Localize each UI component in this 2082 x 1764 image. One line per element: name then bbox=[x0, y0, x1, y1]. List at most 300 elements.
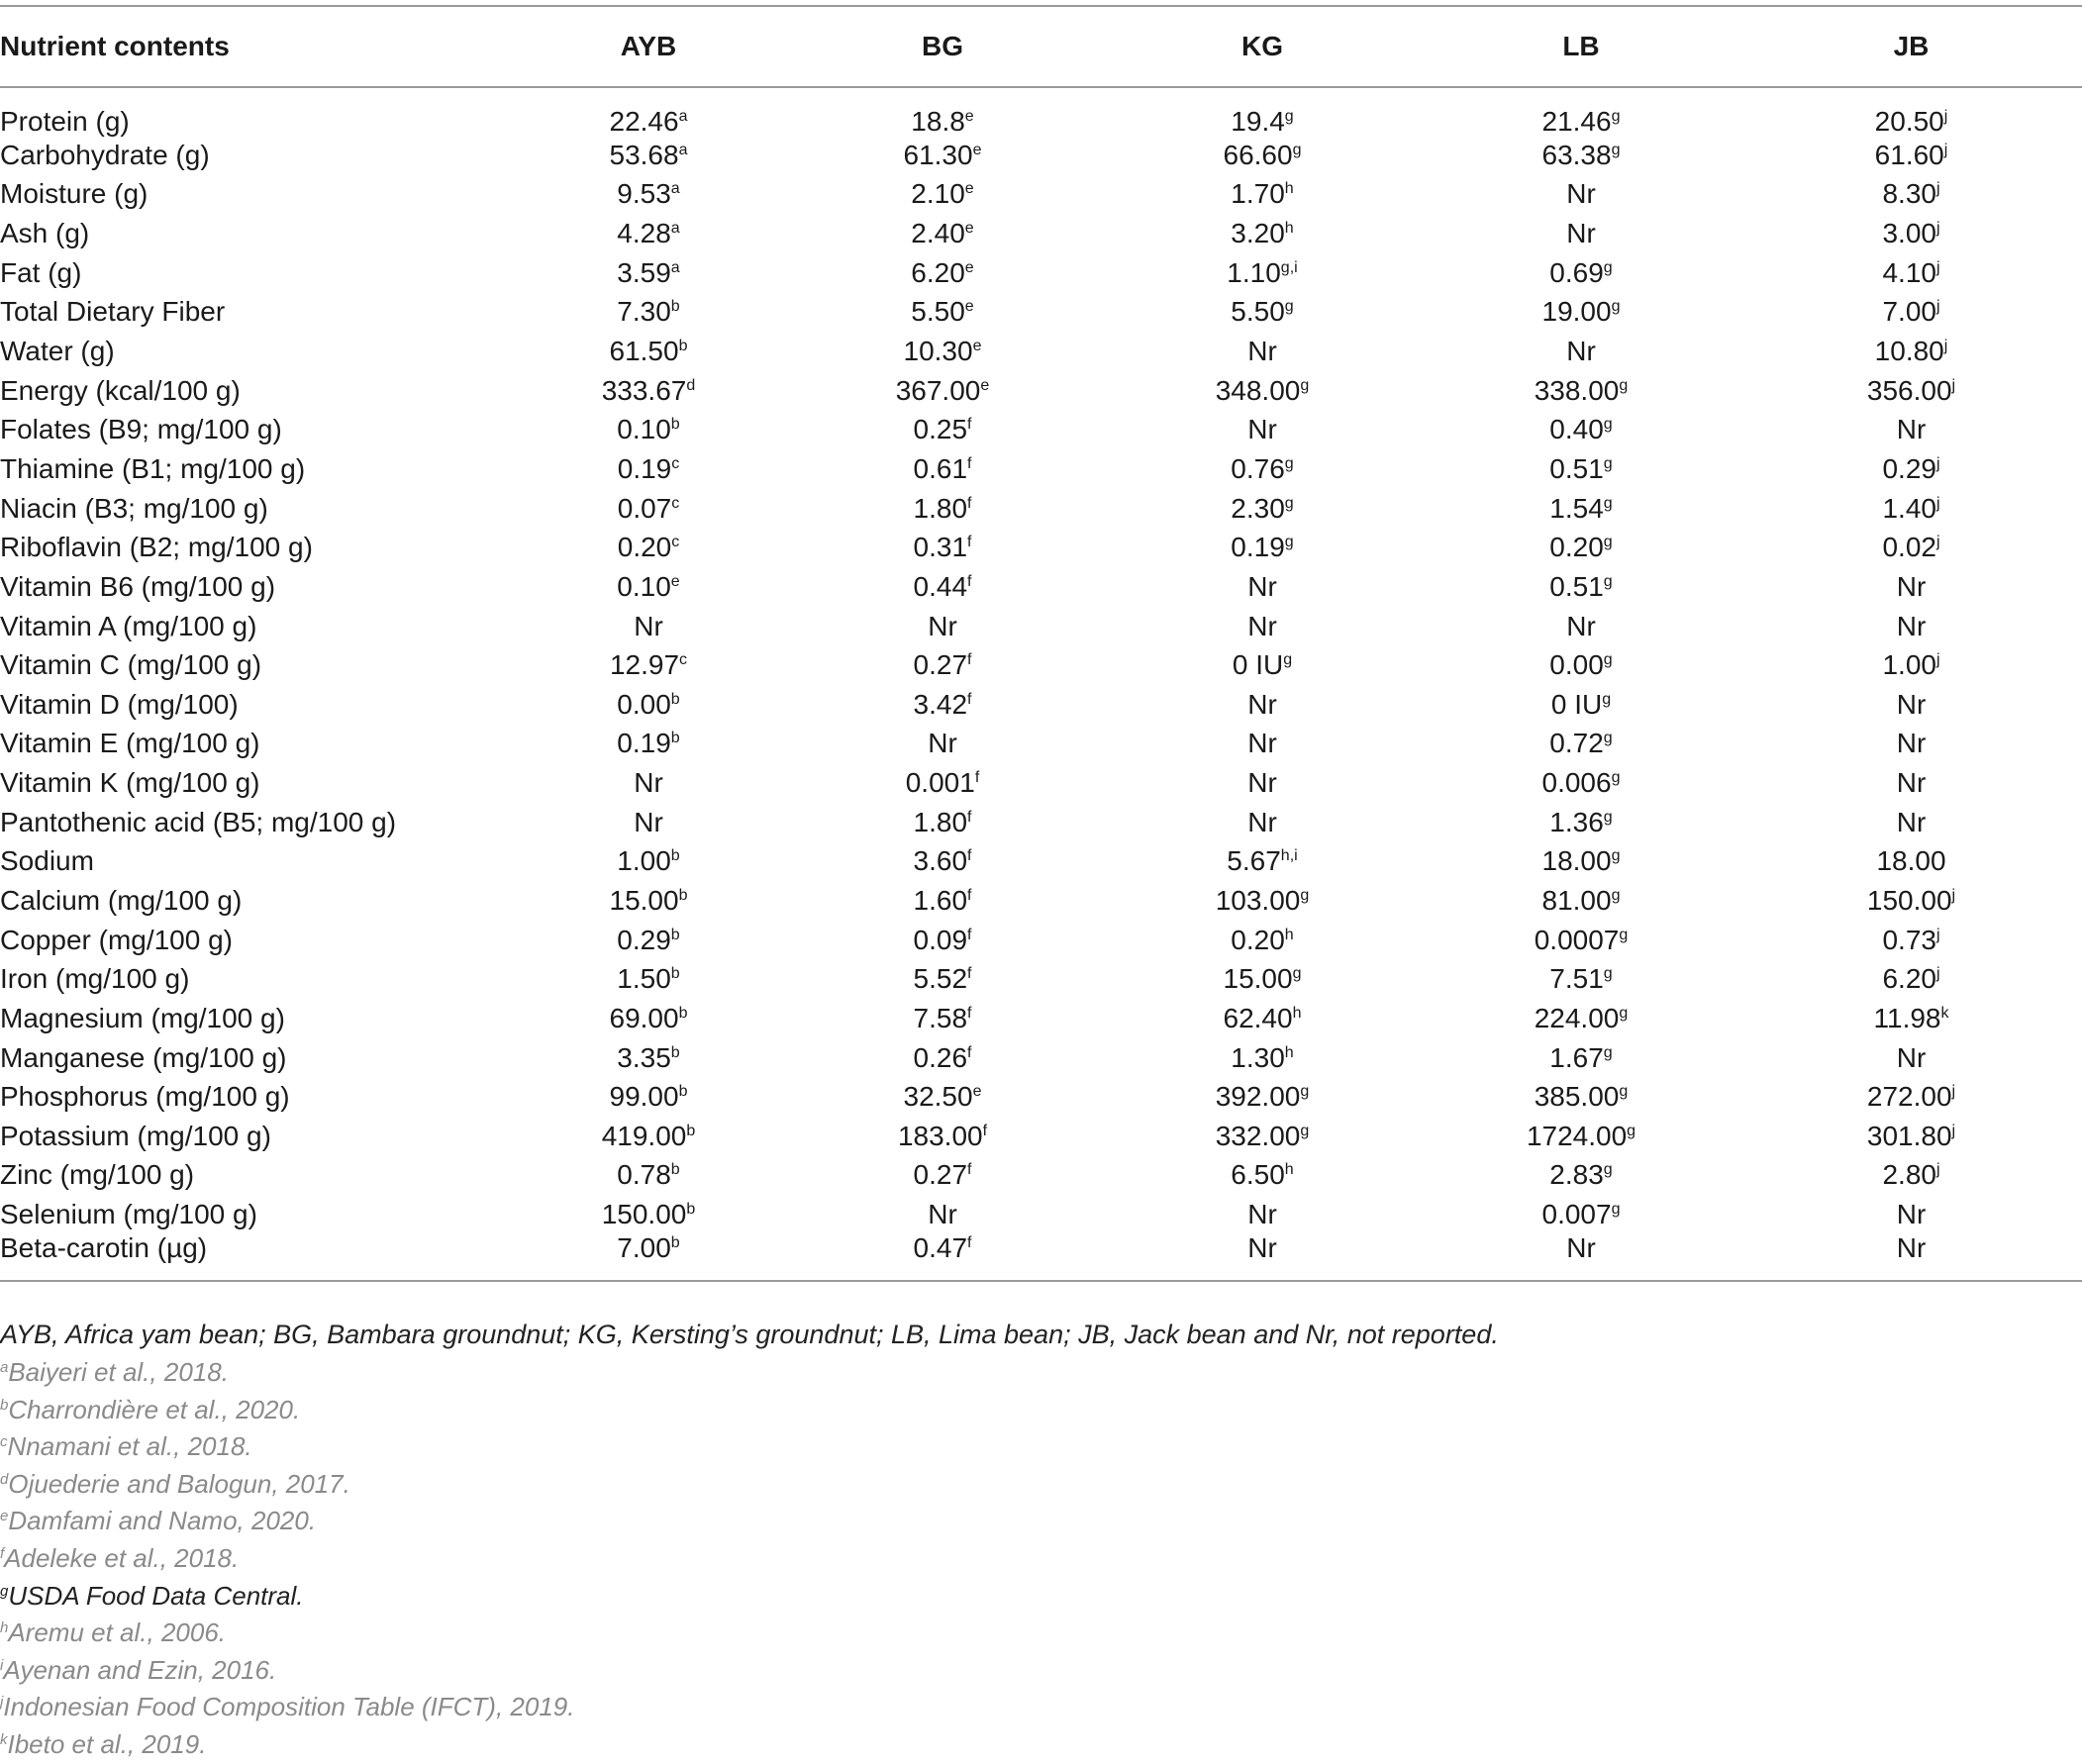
value-cell bbox=[1103, 607, 1422, 646]
cell-value: 0.73 bbox=[1882, 924, 1936, 955]
cell-value: 1.30 bbox=[1231, 1041, 1285, 1073]
cell-value: Nr bbox=[1247, 728, 1277, 759]
cell-value: 348.00 bbox=[1215, 374, 1301, 406]
cell-value: 61.30 bbox=[903, 139, 973, 170]
value-cell bbox=[515, 725, 782, 764]
source-superscript: f bbox=[982, 1122, 988, 1139]
cell-value: 3.60 bbox=[913, 845, 968, 877]
source-superscript: j bbox=[1951, 886, 1956, 904]
cell-value: 7.00 bbox=[617, 1231, 671, 1263]
source-superscript: e bbox=[964, 220, 974, 238]
nutrient-name: Fat (g) bbox=[0, 256, 82, 288]
source-superscript: a bbox=[678, 108, 688, 125]
value-cell bbox=[1740, 803, 2082, 842]
value-cell bbox=[515, 253, 782, 293]
value-cell bbox=[1103, 685, 1422, 725]
nutrient-name: Manganese (mg/100 g) bbox=[0, 1041, 287, 1073]
value-cell bbox=[515, 645, 782, 685]
value-cell bbox=[782, 1077, 1103, 1117]
source-superscript: g bbox=[1603, 572, 1613, 590]
source-superscript: g bbox=[1283, 651, 1293, 669]
cell-value: 1.54 bbox=[1549, 492, 1604, 524]
nutrient-name: Carbohydrate (g) bbox=[0, 139, 210, 170]
value-cell bbox=[782, 763, 1103, 803]
cell-value: 0.27 bbox=[913, 1159, 968, 1191]
source-superscript: b bbox=[670, 690, 680, 708]
value-cell bbox=[782, 489, 1103, 529]
cell-value: 22.46 bbox=[609, 106, 679, 137]
cell-value: 1.67 bbox=[1549, 1041, 1604, 1073]
source-superscript: e bbox=[964, 298, 974, 316]
reference-mark: j bbox=[0, 1694, 4, 1712]
value-cell bbox=[1103, 881, 1422, 921]
reference-f[interactable] bbox=[0, 1540, 2082, 1578]
source-superscript: h,i bbox=[1280, 847, 1298, 865]
source-superscript: f bbox=[967, 808, 972, 826]
cell-value: 61.50 bbox=[609, 336, 679, 367]
reference-e[interactable] bbox=[0, 1503, 2082, 1540]
cell-value: 0.78 bbox=[617, 1159, 671, 1191]
value-cell bbox=[1103, 293, 1422, 333]
value-cell bbox=[1103, 214, 1422, 253]
source-superscript: b bbox=[670, 1233, 680, 1251]
source-superscript: j bbox=[1935, 220, 1940, 238]
cell-value: 0.76 bbox=[1231, 452, 1285, 484]
value-cell bbox=[1422, 1195, 1740, 1234]
value-cell bbox=[1740, 410, 2082, 449]
source-superscript: f bbox=[967, 1161, 972, 1179]
value-cell bbox=[1740, 253, 2082, 293]
cell-value: 69.00 bbox=[609, 1002, 679, 1033]
cell-value: 3.59 bbox=[617, 256, 671, 288]
cell-value: 0.00 bbox=[617, 688, 671, 720]
cell-value: 419.00 bbox=[601, 1120, 687, 1151]
cell-value: 21.46 bbox=[1541, 106, 1612, 137]
cell-value: Nr bbox=[1247, 806, 1277, 837]
value-cell bbox=[782, 842, 1103, 882]
table-row bbox=[0, 921, 2082, 960]
reference-mark: k bbox=[0, 1730, 8, 1748]
cell-value: 338.00 bbox=[1534, 374, 1620, 406]
value-cell bbox=[515, 332, 782, 371]
value-cell bbox=[515, 449, 782, 489]
source-superscript: g bbox=[1284, 534, 1294, 551]
cell-value: Nr bbox=[1247, 610, 1277, 641]
value-cell bbox=[515, 371, 782, 411]
source-superscript: e bbox=[972, 338, 982, 355]
source-superscript: c bbox=[671, 454, 680, 472]
cell-value: 66.60 bbox=[1223, 139, 1293, 170]
source-superscript: b bbox=[670, 730, 680, 747]
reference-list bbox=[0, 1354, 2082, 1764]
source-superscript: g bbox=[1292, 141, 1302, 158]
source-superscript: j bbox=[1951, 1122, 1956, 1139]
source-superscript: g bbox=[1611, 108, 1621, 125]
cell-value: Nr bbox=[634, 767, 663, 799]
value-cell bbox=[1103, 842, 1422, 882]
reference-h[interactable] bbox=[0, 1615, 2082, 1652]
table-row bbox=[0, 489, 2082, 529]
reference-text: USDA Food Data Central. bbox=[8, 1580, 304, 1611]
value-cell bbox=[1103, 763, 1422, 803]
value-cell bbox=[515, 1156, 782, 1196]
value-cell bbox=[1422, 136, 1740, 175]
cell-value: 18.00 bbox=[1876, 845, 1946, 877]
nutrient-name: Vitamin C (mg/100 g) bbox=[0, 649, 262, 681]
source-superscript: e bbox=[972, 1083, 982, 1101]
nutrient-name: Moisture (g) bbox=[0, 178, 149, 210]
cell-value: 0 IU bbox=[1232, 649, 1284, 681]
source-superscript: g bbox=[1611, 1201, 1621, 1219]
cell-value: 5.67 bbox=[1227, 845, 1281, 877]
cell-value: 0.51 bbox=[1549, 570, 1604, 602]
source-superscript: h bbox=[1284, 1043, 1294, 1061]
source-superscript: j bbox=[1951, 376, 1956, 394]
value-cell bbox=[1422, 607, 1740, 646]
cell-value: 5.52 bbox=[913, 963, 968, 995]
cell-value: Nr bbox=[1896, 610, 1927, 641]
source-superscript: g bbox=[1611, 847, 1621, 865]
table-row bbox=[0, 449, 2082, 489]
nutrient-name: Copper (mg/100 g) bbox=[0, 924, 234, 955]
cell-value: 0 IU bbox=[1550, 688, 1603, 720]
source-superscript: h bbox=[1284, 1161, 1294, 1179]
value-cell bbox=[1103, 645, 1422, 685]
value-cell bbox=[1740, 1156, 2082, 1196]
table-row bbox=[0, 763, 2082, 803]
cell-value: 0.20 bbox=[1549, 532, 1604, 563]
value-cell bbox=[515, 1195, 782, 1234]
cell-value: 0.29 bbox=[617, 924, 671, 955]
value-cell bbox=[1103, 1117, 1422, 1156]
value-cell bbox=[1422, 725, 1740, 764]
value-cell bbox=[515, 921, 782, 960]
cell-value: Nr bbox=[1247, 1231, 1277, 1263]
cell-value: 0.19 bbox=[617, 728, 671, 759]
value-cell bbox=[1422, 645, 1740, 685]
value-cell bbox=[515, 1077, 782, 1117]
value-cell bbox=[515, 567, 782, 607]
table-row bbox=[0, 1077, 2082, 1117]
value-cell bbox=[1103, 489, 1422, 529]
cell-value: 61.60 bbox=[1874, 139, 1944, 170]
cell-value: Nr bbox=[928, 610, 957, 641]
table-row bbox=[0, 332, 2082, 371]
cell-value: 53.68 bbox=[609, 139, 679, 170]
value-cell bbox=[1422, 1038, 1740, 1078]
cell-value: Nr bbox=[1247, 414, 1277, 445]
source-superscript: b bbox=[686, 1201, 696, 1219]
cell-value: 2.80 bbox=[1882, 1159, 1936, 1191]
table-row bbox=[0, 959, 2082, 999]
value-cell bbox=[1103, 175, 1422, 215]
value-cell bbox=[515, 1231, 782, 1281]
source-superscript: h bbox=[1284, 926, 1294, 943]
source-superscript: b bbox=[678, 886, 688, 904]
cell-value: 1.10 bbox=[1227, 256, 1281, 288]
table-row bbox=[0, 410, 2082, 449]
nutrient-name: Niacin (B3; mg/100 g) bbox=[0, 492, 268, 524]
table-row bbox=[0, 803, 2082, 842]
source-superscript: g bbox=[1603, 454, 1613, 472]
cell-value: 0.09 bbox=[913, 924, 968, 955]
cell-value: 0.19 bbox=[617, 452, 672, 484]
value-cell bbox=[782, 725, 1103, 764]
cell-value: 0.00 bbox=[1549, 649, 1604, 681]
table-row bbox=[0, 1156, 2082, 1196]
reference-i[interactable] bbox=[0, 1652, 2082, 1690]
source-superscript: g bbox=[1284, 454, 1294, 472]
cell-value: 6.50 bbox=[1231, 1159, 1285, 1191]
reference-c[interactable] bbox=[0, 1428, 2082, 1466]
reference-mark: b bbox=[0, 1396, 9, 1414]
cell-value: 0.69 bbox=[1549, 256, 1604, 288]
source-superscript: b bbox=[670, 1043, 680, 1061]
cell-value: 0.27 bbox=[913, 649, 968, 681]
value-cell bbox=[1422, 567, 1740, 607]
nutrient-name: Magnesium (mg/100 g) bbox=[0, 1002, 285, 1033]
source-superscript: f bbox=[974, 769, 980, 787]
source-superscript: a bbox=[670, 258, 680, 276]
source-superscript: h bbox=[1284, 180, 1294, 198]
source-superscript: g bbox=[1603, 808, 1613, 826]
cell-value: 10.30 bbox=[903, 336, 973, 367]
reference-text: Indonesian Food Composition Table (IFCT), 2019. bbox=[3, 1692, 575, 1722]
source-superscript: b bbox=[670, 847, 680, 865]
value-cell bbox=[782, 1038, 1103, 1078]
nutrient-name: Thiamine (B1; mg/100 g) bbox=[0, 452, 306, 484]
value-cell bbox=[515, 175, 782, 215]
header-bg: BG bbox=[782, 6, 1103, 87]
value-cell bbox=[1422, 999, 1740, 1038]
value-cell bbox=[1422, 1231, 1740, 1281]
cell-value: 5.50 bbox=[911, 296, 965, 328]
value-cell bbox=[782, 293, 1103, 333]
cell-value: Nr bbox=[1896, 728, 1927, 759]
value-cell bbox=[1422, 685, 1740, 725]
source-superscript: a bbox=[670, 220, 680, 238]
value-cell bbox=[515, 881, 782, 921]
header-ayb: AYB bbox=[515, 6, 782, 87]
value-cell bbox=[515, 214, 782, 253]
table-row bbox=[0, 371, 2082, 411]
cell-value: 5.50 bbox=[1231, 296, 1285, 328]
cell-value: 1.36 bbox=[1549, 806, 1604, 837]
table-row bbox=[0, 645, 2082, 685]
value-cell bbox=[515, 803, 782, 842]
cell-value: 1.40 bbox=[1882, 492, 1936, 524]
source-superscript: f bbox=[967, 454, 972, 472]
cell-value: 1.80 bbox=[913, 806, 968, 837]
cell-value: 3.42 bbox=[913, 688, 968, 720]
cell-value: 3.20 bbox=[1231, 218, 1285, 249]
source-superscript: e bbox=[964, 108, 974, 125]
value-cell bbox=[1740, 1038, 2082, 1078]
reference-j[interactable] bbox=[0, 1689, 2082, 1726]
value-cell bbox=[1103, 999, 1422, 1038]
cell-value: 150.00 bbox=[601, 1199, 687, 1230]
value-cell bbox=[1740, 1195, 2082, 1234]
reference-text: Aremu et al., 2006. bbox=[8, 1617, 227, 1648]
reference-text: Baiyeri et al., 2018. bbox=[8, 1357, 229, 1387]
cell-value: 0.10 bbox=[617, 414, 671, 445]
source-superscript: f bbox=[967, 572, 972, 590]
table-row bbox=[0, 725, 2082, 764]
source-superscript: j bbox=[1943, 108, 1948, 125]
value-cell bbox=[782, 410, 1103, 449]
source-superscript: g bbox=[1611, 141, 1621, 158]
value-cell bbox=[1422, 449, 1740, 489]
source-superscript: d bbox=[686, 376, 696, 394]
cell-value: 356.00 bbox=[1866, 374, 1952, 406]
source-superscript: c bbox=[671, 494, 680, 512]
value-cell bbox=[782, 332, 1103, 371]
cell-value: 0.006 bbox=[1541, 767, 1612, 799]
value-cell bbox=[782, 921, 1103, 960]
nutrient-name: Selenium (mg/100 g) bbox=[0, 1199, 257, 1230]
reference-mark: d bbox=[0, 1470, 9, 1488]
cell-value: Nr bbox=[1896, 767, 1927, 799]
value-cell bbox=[1103, 725, 1422, 764]
value-cell bbox=[782, 87, 1103, 136]
cell-value: Nr bbox=[1896, 1199, 1927, 1230]
source-superscript: g bbox=[1603, 494, 1613, 512]
source-superscript: g bbox=[1619, 926, 1629, 943]
source-superscript: g bbox=[1284, 298, 1294, 316]
cell-value: 1.80 bbox=[913, 492, 968, 524]
nutrient-name: Phosphorus (mg/100 g) bbox=[0, 1081, 290, 1113]
table-row bbox=[0, 136, 2082, 175]
value-cell bbox=[515, 1038, 782, 1078]
value-cell bbox=[1422, 371, 1740, 411]
nutrient-name: Vitamin E (mg/100 g) bbox=[0, 728, 260, 759]
abbreviations-note: AYB, Africa yam bean; BG, Bambara groundnut; KG, Kersting’s groundnut; LB, Lima bean; JB, Jack bean and Nr, not reported. bbox=[0, 1320, 1499, 1349]
value-cell bbox=[515, 528, 782, 567]
header-nutrient-contents: Nutrient contents bbox=[0, 6, 515, 87]
cell-value: 183.00 bbox=[897, 1120, 983, 1151]
cell-value: 0.40 bbox=[1549, 414, 1604, 445]
cell-value: 0.02 bbox=[1882, 532, 1936, 563]
cell-value: 2.30 bbox=[1231, 492, 1285, 524]
cell-value: 332.00 bbox=[1215, 1120, 1301, 1151]
reference-text: Damfami and Namo, 2020. bbox=[8, 1506, 317, 1536]
value-cell bbox=[1103, 136, 1422, 175]
reference-text: Nnamani et al., 2018. bbox=[7, 1431, 252, 1462]
value-cell bbox=[1103, 567, 1422, 607]
value-cell bbox=[782, 1231, 1103, 1281]
source-superscript: g bbox=[1619, 1004, 1629, 1022]
source-superscript: j bbox=[1935, 651, 1940, 669]
table-body bbox=[0, 87, 2082, 1281]
nutrient-name: Protein (g) bbox=[0, 106, 130, 137]
value-cell bbox=[782, 214, 1103, 253]
source-superscript: b bbox=[678, 1083, 688, 1101]
nutrient-name: Zinc (mg/100 g) bbox=[0, 1159, 195, 1191]
cell-value: 272.00 bbox=[1866, 1081, 1952, 1113]
value-cell bbox=[515, 999, 782, 1038]
source-superscript: b bbox=[670, 298, 680, 316]
source-superscript: g bbox=[1619, 1083, 1629, 1101]
value-cell bbox=[1740, 293, 2082, 333]
source-superscript: f bbox=[967, 1233, 972, 1251]
value-cell bbox=[1740, 87, 2082, 136]
value-cell bbox=[1422, 921, 1740, 960]
reference-k[interactable] bbox=[0, 1726, 2082, 1764]
reference-mark: a bbox=[0, 1359, 9, 1376]
table-row bbox=[0, 293, 2082, 333]
table-row bbox=[0, 685, 2082, 725]
value-cell bbox=[1103, 371, 1422, 411]
value-cell bbox=[515, 842, 782, 882]
source-superscript: g bbox=[1300, 376, 1310, 394]
cell-value: 301.80 bbox=[1866, 1120, 1952, 1151]
nutrient-name: Total Dietary Fiber bbox=[0, 296, 226, 328]
cell-value: 103.00 bbox=[1215, 884, 1301, 916]
value-cell bbox=[1740, 528, 2082, 567]
nutrient-name: Vitamin D (mg/100) bbox=[0, 688, 239, 720]
source-superscript: j bbox=[1935, 180, 1940, 198]
cell-value: Nr bbox=[928, 1199, 957, 1230]
cell-value: 333.67 bbox=[601, 374, 687, 406]
cell-value: Nr bbox=[1896, 570, 1927, 602]
cell-value: 7.00 bbox=[1882, 296, 1936, 328]
cell-value: 19.00 bbox=[1541, 296, 1612, 328]
nutrient-name: Iron (mg/100 g) bbox=[0, 963, 190, 995]
value-cell bbox=[1422, 1117, 1740, 1156]
cell-value: 15.00 bbox=[609, 884, 679, 916]
cell-value: 7.30 bbox=[617, 296, 671, 328]
value-cell bbox=[782, 1156, 1103, 1196]
value-cell bbox=[515, 607, 782, 646]
value-cell bbox=[1422, 1077, 1740, 1117]
source-superscript: f bbox=[967, 847, 972, 865]
cell-value: 20.50 bbox=[1874, 106, 1944, 137]
cell-value: 2.10 bbox=[911, 178, 965, 210]
value-cell bbox=[1422, 881, 1740, 921]
cell-value: 0.007 bbox=[1541, 1199, 1612, 1230]
reference-d[interactable] bbox=[0, 1466, 2082, 1504]
value-cell bbox=[1103, 1077, 1422, 1117]
value-cell bbox=[782, 881, 1103, 921]
table-row bbox=[0, 842, 2082, 882]
reference-mark: f bbox=[0, 1544, 5, 1562]
value-cell bbox=[1740, 175, 2082, 215]
cell-value: Nr bbox=[1896, 1041, 1927, 1073]
cell-value: 0.0007 bbox=[1534, 924, 1620, 955]
source-superscript: f bbox=[967, 965, 972, 983]
source-superscript: a bbox=[678, 141, 688, 158]
source-superscript: j bbox=[1935, 1161, 1940, 1179]
cell-value: 81.00 bbox=[1541, 884, 1612, 916]
cell-value: Nr bbox=[1247, 336, 1277, 367]
source-superscript: j bbox=[1943, 141, 1948, 158]
cell-value: 0.29 bbox=[1882, 452, 1936, 484]
value-cell bbox=[1103, 449, 1422, 489]
value-cell bbox=[1740, 371, 2082, 411]
cell-value: Nr bbox=[1896, 414, 1927, 445]
value-cell bbox=[1740, 607, 2082, 646]
value-cell bbox=[1740, 489, 2082, 529]
cell-value: Nr bbox=[1247, 570, 1277, 602]
table-row bbox=[0, 1117, 2082, 1156]
cell-value: 4.28 bbox=[617, 218, 671, 249]
value-cell bbox=[1740, 332, 2082, 371]
value-cell bbox=[1103, 1156, 1422, 1196]
reference-b[interactable] bbox=[0, 1392, 2082, 1429]
value-cell bbox=[1422, 332, 1740, 371]
reference-a[interactable] bbox=[0, 1354, 2082, 1392]
reference-mark: c bbox=[0, 1433, 8, 1451]
